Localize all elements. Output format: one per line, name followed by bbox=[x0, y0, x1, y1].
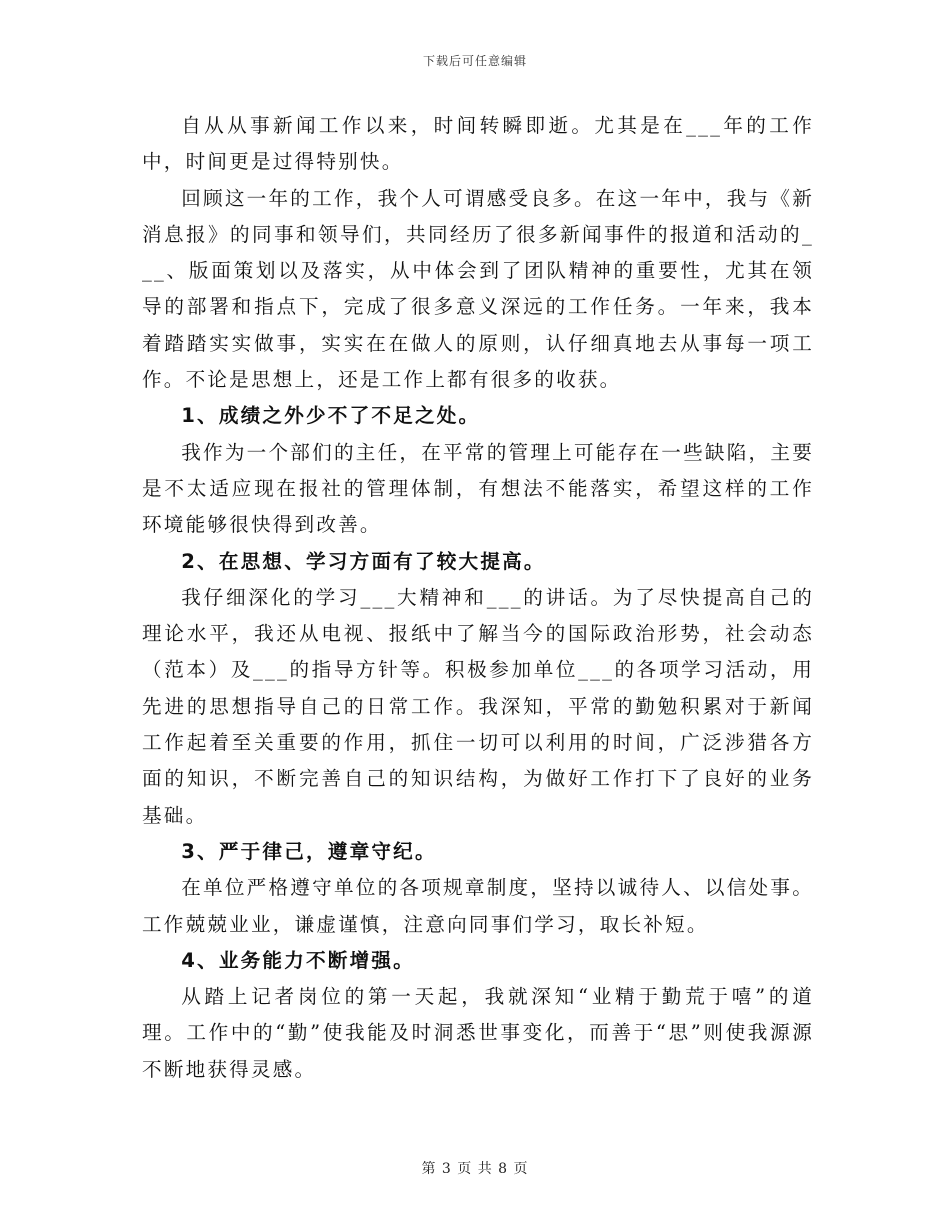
section-heading-4: 4、业务能力不断增强。 bbox=[181, 948, 415, 972]
paragraph-review: 回顾这一年的工作，我个人可谓感受良多。在这一年中，我与《新消息报》的同事和领导们，共同经历了很多新闻事件的报道和活动的___、版面策划以及落实，从中体会到了团队精神的重要性，尤其在领导的部署和指点下，完成了很多意义深远的工作任务。一年来，我本着踏踏实实做事，实实在在做人的原则，认仔细真地去从事每一项工作。不论是思想上，还是工作上都有很多的收获。 bbox=[142, 186, 814, 392]
paragraph-section-3: 在单位严格遵守单位的各项规章制度，坚持以诚待人、以信处事。工作兢兢业业，谦虚谨慎，注意向同事们学习，取长补短。 bbox=[142, 876, 814, 936]
section-heading-1: 1、成绩之外少不了不足之处。 bbox=[181, 404, 481, 428]
page-number-footer: 第 3 页 共 8 页 bbox=[421, 1161, 529, 1177]
section-heading-2: 2、在思想、学习方面有了较大提高。 bbox=[181, 549, 546, 573]
paragraph-section-1: 我作为一个部们的主任，在平常的管理上可能存在一些缺陷，主要是不太适应现在报社的管理体制，有想法不能落实，希望这样的工作环境能够很快得到改善。 bbox=[142, 440, 814, 537]
paragraph-section-2: 我仔细深化的学习___大精神和___的讲话。为了尽快提高自己的理论水平，我还从电视、报纸中了解当今的国际政治形势，社会动态（范本）及___的指导方针等。积极参加单位___的各项学习活动，用先进的思想指导自己的日常工作。我深知，平常的勤勉积累对于新闻工作起着至关重要的作用，抓住一切可以利用的时间，广泛涉猎各方面的知识，不断完善自己的知识结构，为做好工作打下了良好的业务基础。 bbox=[142, 585, 814, 827]
paragraph-section-4: 从踏上记者岗位的第一天起，我就深知“业精于勤荒于嘻”的道理。工作中的“勤”使我能及时洞悉世事变化，而善于“思”则使我源源不断地获得灵感。 bbox=[142, 985, 814, 1081]
paragraph-intro: 自从从事新闻工作以来，时间转瞬即逝。尤其是在___年的工作中，时间更是过得特别快。 bbox=[142, 114, 814, 174]
page-header: 下载后可任意编辑 bbox=[422, 54, 527, 68]
document-body bbox=[142, 108, 814, 1088]
section-heading-3: 3、严于律己，遵章守纪。 bbox=[181, 839, 437, 863]
